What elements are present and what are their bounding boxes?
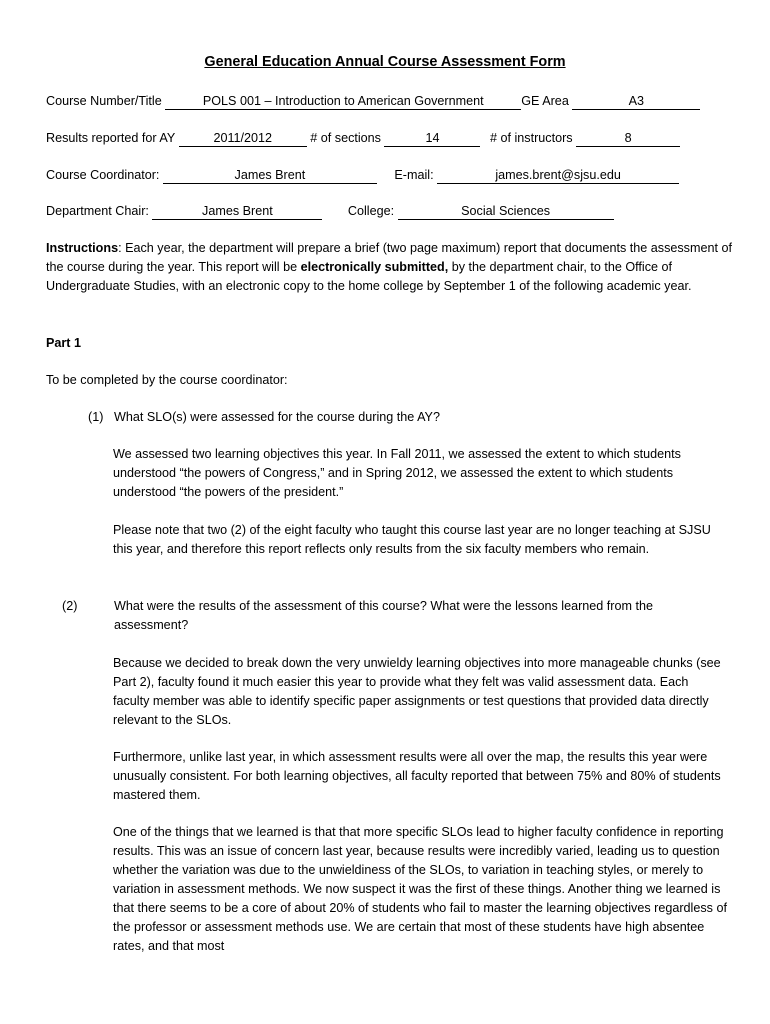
sections-label: # of sections bbox=[310, 131, 381, 145]
question-2 bbox=[62, 597, 728, 635]
instructors-label: # of instructors bbox=[489, 131, 573, 145]
course-row bbox=[46, 92, 700, 111]
instructors-value: 8 bbox=[576, 131, 680, 147]
coordinator-value: James Brent bbox=[163, 168, 377, 184]
question-1 bbox=[88, 408, 728, 427]
coordinator-row bbox=[46, 166, 679, 185]
course-label: Course Number/Title bbox=[46, 94, 162, 108]
question-2-number: (2) bbox=[62, 599, 78, 613]
answer-2-paragraph-1: Because we decided to break down the very unwieldy learning objectives into more manageable chunks (see Part 2), faculty found it much easier this year to provide what they felt was valid assessment data. Each faculty member was able to identify specific paper assignments or test questions that provided data directly relevant to the SLOs. bbox=[113, 656, 721, 727]
chair-label: Department Chair: bbox=[46, 204, 149, 218]
chair-value: James Brent bbox=[152, 204, 322, 220]
email-label: E-mail: bbox=[394, 168, 434, 182]
question-1-number: (1) bbox=[88, 410, 104, 424]
ay-row bbox=[46, 129, 680, 148]
college-label: College: bbox=[347, 204, 395, 218]
ay-label: Results reported for AY bbox=[46, 131, 176, 145]
answer-2-paragraph-2: Furthermore, unlike last year, in which assessment results were all over the map, the results this year were unusually consistent. For both learning objectives, all faculty reported that between 75% and 80% of students mastered them. bbox=[113, 750, 721, 802]
instructions-label: Instructions bbox=[46, 241, 119, 255]
ge-value: A3 bbox=[572, 94, 700, 110]
form-title: General Education Annual Course Assessment Form bbox=[204, 54, 566, 70]
email-value: james.brent@sjsu.edu bbox=[437, 168, 679, 184]
answer-1-paragraph-2: Please note that two (2) of the eight faculty who taught this course last year are no longer teaching at SJSU this year, and therefore this report reflects only results from the six faculty members who remain. bbox=[113, 523, 711, 556]
coordinator-label: Course Coordinator: bbox=[46, 168, 160, 182]
instructions-bold: electronically submitted, bbox=[300, 260, 449, 274]
part-intro: To be completed by the course coordinator: bbox=[46, 373, 288, 387]
chair-row bbox=[46, 202, 614, 221]
instructions-text-1: : Each year, the department will prepare a brief (two page maximum) report that documents the assessment of the course during the year. This report will be bbox=[46, 241, 732, 274]
question-2-text: What were the results of the assessment of this course? What were the lessons learned from the assessment? bbox=[114, 599, 653, 632]
instructions-text-2: by the department chair, to the Office of Undergraduate Studies, with an electronic copy to the home college by September 1 of the following academic year. bbox=[46, 260, 692, 293]
ge-label: GE Area bbox=[521, 94, 569, 108]
instructions-paragraph bbox=[46, 239, 736, 296]
course-value: POLS 001 – Introduction to American Government bbox=[165, 94, 521, 110]
part-heading: Part 1 bbox=[46, 336, 82, 350]
answer-1-paragraph-1: We assessed two learning objectives this year. In Fall 2011, we assessed the extent to which students understood “the powers of Congress,” and in Spring 2012, we assessed the extent to which students understood “the powers of the president.” bbox=[113, 447, 681, 499]
ay-value: 2011/2012 bbox=[179, 131, 307, 147]
college-value: Social Sciences bbox=[398, 204, 614, 220]
question-1-text: What SLO(s) were assessed for the course during the AY? bbox=[114, 410, 440, 424]
answer-2-paragraph-3: One of the things that we learned is that that more specific SLOs lead to higher faculty confidence in reporting results. This was an issue of concern last year, because results were incredibly varied, leading us to question whether the variation was due to the unwieldiness of the SLOs, to variation in teaching styles, or merely to variation in assessment methods. We now suspect it was the first of these things. Another thing we learned is that there seems to be a core of about 20% of students who fail to master the learning objectives regardless of the professor or assessment methods use. We are certain that most of these students have high absentee rates, and that most bbox=[113, 825, 727, 953]
sections-value: 14 bbox=[384, 131, 480, 147]
